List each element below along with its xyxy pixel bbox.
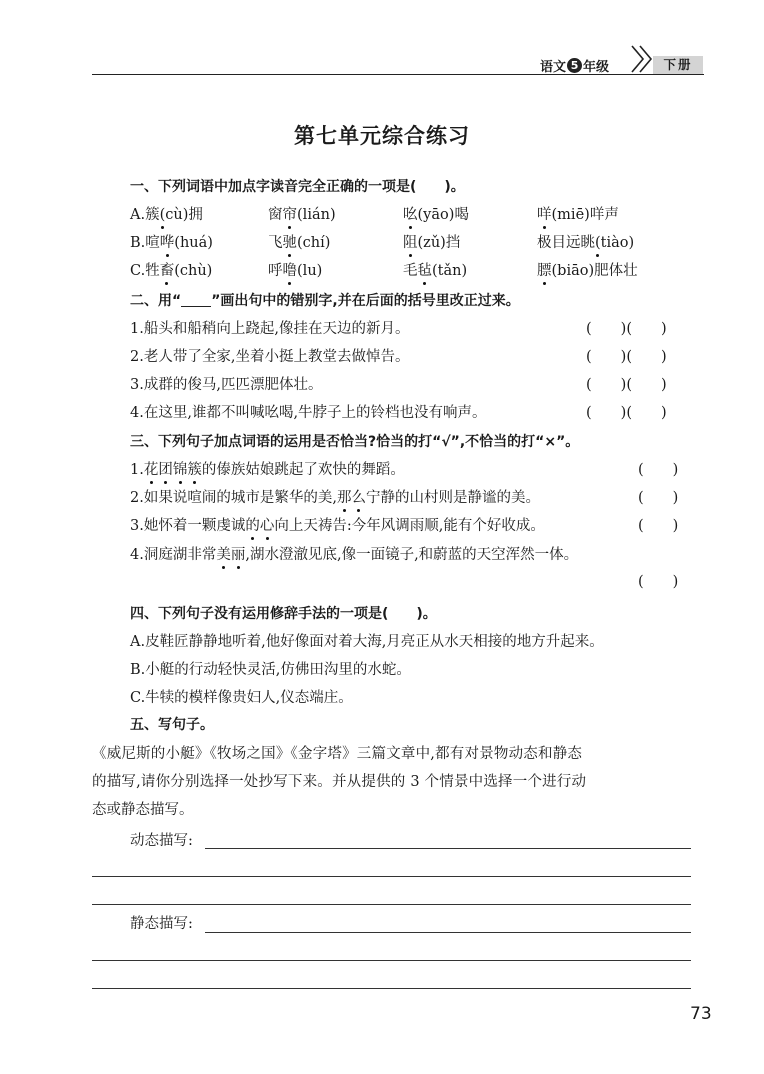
q1-option-1-0: B.喧哗(huá) bbox=[130, 235, 213, 251]
dynamic-answer-line-2[interactable] bbox=[92, 876, 691, 877]
dynamic-answer-line-1[interactable] bbox=[205, 848, 691, 849]
q1-option-0-0: A.簇(cù)拥 bbox=[130, 207, 203, 223]
q2-heading-pre: 二、用“ bbox=[130, 293, 182, 309]
static-answer-line-1[interactable] bbox=[205, 932, 691, 933]
header-subject: 语文 bbox=[540, 60, 567, 75]
q5-heading: 五、写句子。 bbox=[130, 717, 214, 733]
q1-option-1-1: 飞驰(chí) bbox=[268, 235, 331, 251]
q1-option-0-3: 咩(miē)咩声 bbox=[537, 207, 619, 223]
q4-option-a: A.皮鞋匠静静地听着,他好像面对着大海,月亮正从水天相接的地方升起来。 bbox=[130, 634, 604, 650]
q5-paragraph-line-2: 的描写,请你分别选择一处抄写下来。并从提供的 3 个情景中选择一个进行动 bbox=[92, 774, 587, 790]
q3-answer-brackets-1[interactable]: ( ) bbox=[638, 462, 679, 478]
q2-answer-brackets-2[interactable]: ( )( ) bbox=[586, 349, 667, 365]
static-answer-line-2[interactable] bbox=[92, 960, 691, 961]
q2-heading bbox=[130, 291, 520, 311]
dynamic-answer-line-3[interactable] bbox=[92, 904, 691, 905]
q1-option-0-1: 窗帘(lián) bbox=[268, 207, 336, 223]
q2-item-3: 3.成群的俊马,匹匹漂肥体壮。 bbox=[130, 377, 323, 393]
q4-heading: 四、下列句子没有运用修辞手法的一项是( )。 bbox=[130, 606, 437, 622]
q1-option-1-2: 阻(zǔ)挡 bbox=[403, 235, 461, 251]
static-label: 静态描写: bbox=[130, 916, 193, 932]
header-grade-number: 5 bbox=[567, 58, 582, 73]
q1-option-1-3: 极目远眺(tiào) bbox=[537, 235, 635, 251]
q3-answer-brackets-2[interactable]: ( ) bbox=[638, 490, 679, 506]
q2-item-2: 2.老人带了全家,坐着小挺上教堂去做悼告。 bbox=[130, 349, 410, 365]
q1-heading: 一、下列词语中加点字读音完全正确的一项是( )。 bbox=[130, 179, 465, 195]
header-grade-label: 年级 bbox=[583, 60, 610, 75]
q2-heading-post: ”画出句中的错别字,并在后面的括号里改正过来。 bbox=[211, 293, 520, 309]
q1-option-2-3: 膘(biāo)肥体壮 bbox=[537, 263, 638, 279]
dynamic-label: 动态描写: bbox=[130, 833, 193, 849]
q2-answer-brackets-4[interactable]: ( )( ) bbox=[586, 405, 667, 421]
q5-paragraph-line-3: 态或静态描写。 bbox=[92, 802, 194, 818]
q2-answer-brackets-1[interactable]: ( )( ) bbox=[586, 321, 667, 337]
q2-answer-brackets-3[interactable]: ( )( ) bbox=[586, 377, 667, 393]
q4-option-c: C.牛犊的模样像贵妇人,仪态端庄。 bbox=[130, 690, 353, 706]
q1-option-2-0: C.牲畜(chù) bbox=[130, 263, 213, 279]
header-grade bbox=[540, 56, 609, 75]
q3-item-1: 1.花团锦簇的傣族姑娘跳起了欢快的舞蹈。 bbox=[130, 462, 405, 478]
q2-item-1: 1.船头和船稍向上跷起,像挂在天边的新月。 bbox=[130, 321, 410, 337]
header-rule bbox=[92, 74, 704, 75]
static-answer-line-3[interactable] bbox=[92, 988, 691, 989]
q3-answer-brackets-4[interactable]: ( ) bbox=[638, 574, 679, 590]
q3-item-3: 3.她怀着一颗虔诚的心向上天祷告:今年风调雨顺,能有个好收成。 bbox=[130, 518, 545, 534]
q3-item-2: 2.如果说喧闹的城市是繁华的美,那么宁静的山村则是静谧的美。 bbox=[130, 490, 540, 506]
q3-item-4: 4.洞庭湖非常美丽,湖水澄澈见底,像一面镜子,和蔚蓝的天空浑然一体。 bbox=[130, 547, 579, 563]
page-number: 73 bbox=[690, 1004, 712, 1024]
q5-paragraph-line-1: 《威尼斯的小艇》《牧场之国》《金字塔》三篇文章中,都有对景物动态和静态 bbox=[92, 746, 583, 762]
q2-item-4: 4.在这里,谁都不叫喊吆喝,牛脖子上的铃档也没有响声。 bbox=[130, 405, 487, 421]
q3-answer-brackets-3[interactable]: ( ) bbox=[638, 518, 679, 534]
q3-heading: 三、下列句子加点词语的运用是否恰当?恰当的打“√”,不恰当的打“×”。 bbox=[130, 434, 580, 450]
q1-option-2-1: 呼噜(lu) bbox=[268, 263, 323, 279]
q1-option-2-2: 毛毡(tǎn) bbox=[403, 263, 468, 279]
q1-option-0-2: 吆(yāo)喝 bbox=[403, 207, 469, 223]
header-volume: 下册 bbox=[653, 56, 703, 74]
q4-option-b: B.小艇的行动轻快灵活,仿佛田沟里的水蛇。 bbox=[130, 662, 411, 678]
page-title: 第七单元综合练习 bbox=[294, 124, 470, 148]
underline-sample bbox=[181, 292, 211, 307]
